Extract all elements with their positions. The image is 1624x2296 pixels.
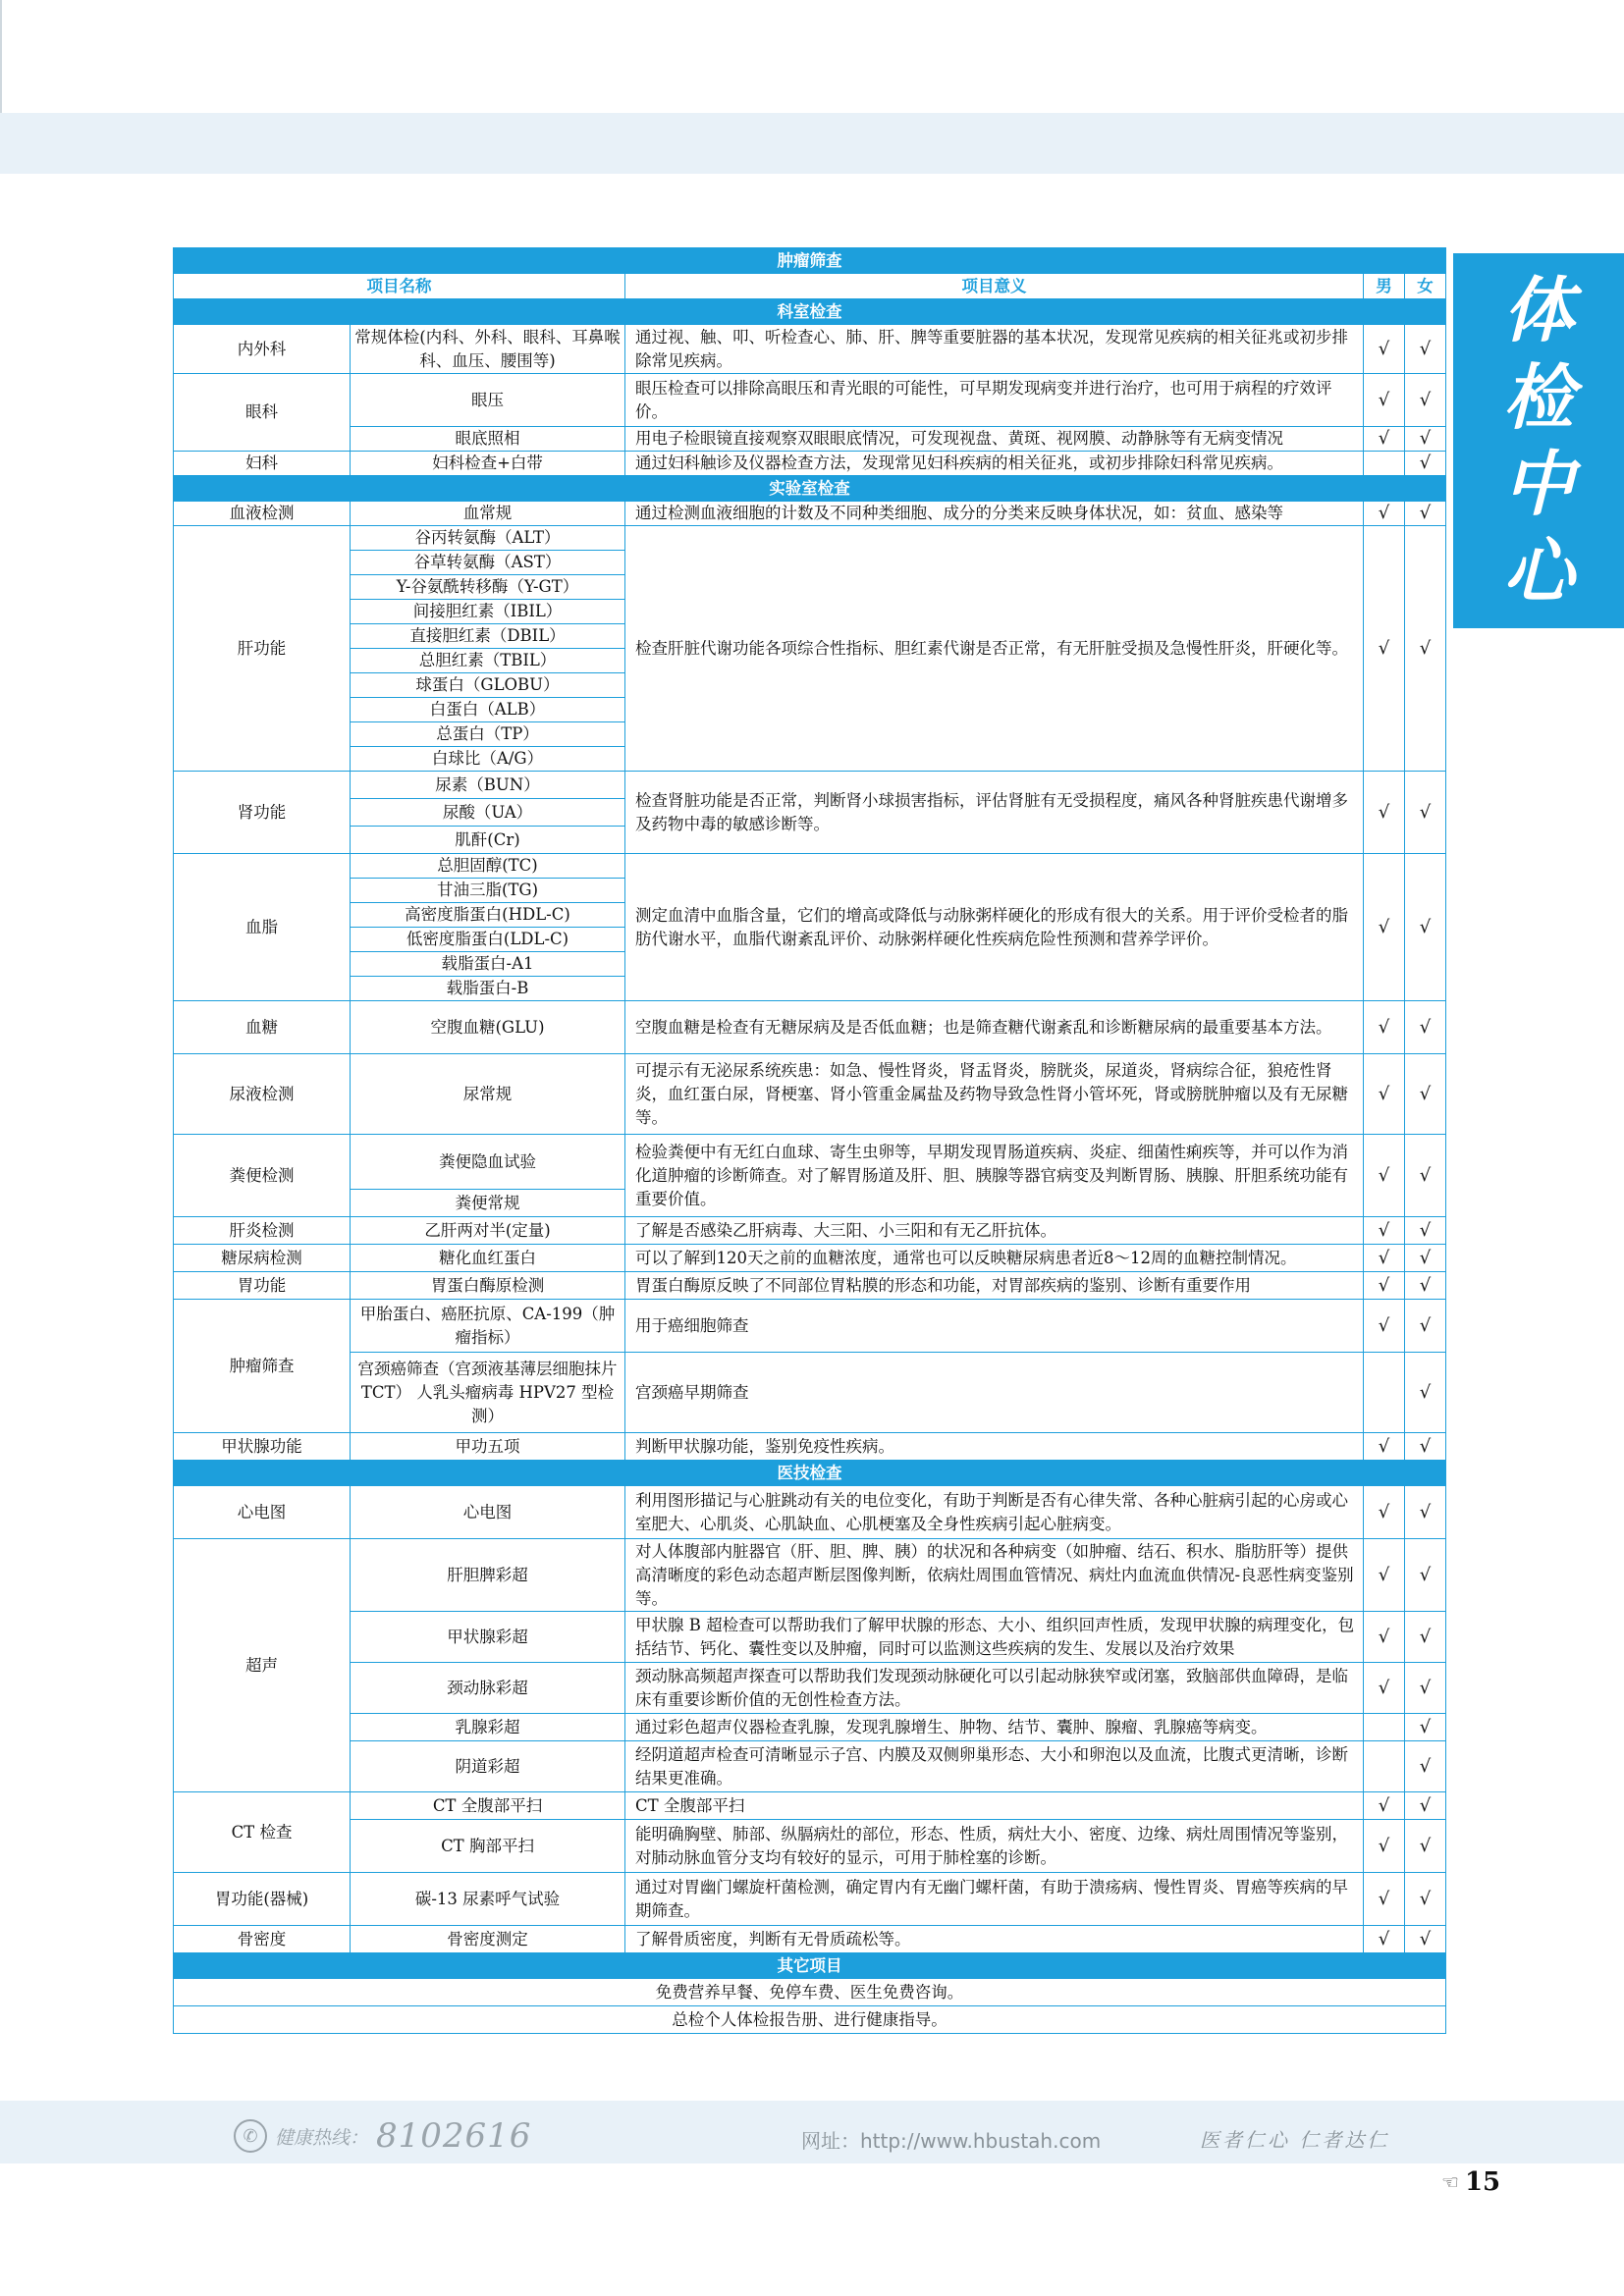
table-title: 肿瘤筛查: [174, 248, 1446, 274]
header-item-meaning: 项目意义: [625, 274, 1364, 299]
motto-text: 医者仁心 仁者达仁: [1200, 2128, 1390, 2152]
female-check: √: [1405, 1792, 1446, 1820]
female-check: √: [1405, 1820, 1446, 1873]
item-cell: 总胆红素（TBIL）: [351, 649, 625, 673]
male-check: √: [1364, 1792, 1405, 1820]
female-check: √: [1405, 526, 1446, 772]
male-check-empty: [1364, 1714, 1405, 1741]
item-cell: 常规体检(内科、外科、眼科、耳鼻喉科、血压、腰围等): [351, 325, 625, 374]
desc-cell: 对人体腹部内脏器官（肝、胆、脾、胰）的状况和各种病变（如肿瘤、结石、积水、脂肪肝等）提供高清晰度的彩色动态超声断层图像判断，依病灶周围血管情况、病灶内血流血供情况-良恶性病变鉴别等。: [625, 1539, 1364, 1612]
desc-cell: 经阴道超声检查可清晰显示子宫、内膜及双侧卵巢形态、大小和卵泡以及血流，比腹式更清晰，诊断结果更准确。: [625, 1741, 1364, 1792]
category-cell: 血糖: [174, 1001, 351, 1054]
desc-cell: 可以了解到120天之前的血糖浓度，通常也可以反映糖尿病患者近8～12周的血糖控制情况。: [625, 1245, 1364, 1272]
female-check: √: [1405, 1217, 1446, 1245]
desc-cell: 利用图形描记与心脏跳动有关的电位变化，有助于判断是否有心律失常、各种心脏病引起的心房或心室肥大、心肌炎、心肌缺血、心肌梗塞及全身性疾病引起心脏病变。: [625, 1486, 1364, 1539]
section-keshi: 科室检查: [174, 299, 1446, 325]
item-cell: 尿酸（UA）: [351, 799, 625, 827]
item-cell: 直接胆红素（DBIL）: [351, 624, 625, 649]
category-cell: 肿瘤筛查: [174, 1300, 351, 1433]
item-cell: 眼压: [351, 374, 625, 427]
category-cell: 超声: [174, 1539, 351, 1792]
item-cell: 载脂蛋白-B: [351, 977, 625, 1001]
category-cell: 妇科: [174, 452, 351, 476]
male-check: √: [1364, 1612, 1405, 1663]
item-cell: 糖化血红蛋白: [351, 1245, 625, 1272]
item-cell: 球蛋白（GLOBU）: [351, 673, 625, 698]
female-check: √: [1405, 1433, 1446, 1461]
item-cell: 总蛋白（TP）: [351, 722, 625, 747]
desc-cell: 用电子检眼镜直接观察双眼眼底情况，可发现视盘、黄斑、视网膜、动静脉等有无病变情况: [625, 427, 1364, 452]
desc-cell: 胃蛋白酶原反映了不同部位胃粘膜的形态和功能，对胃部疾病的鉴别、诊断有重要作用: [625, 1272, 1364, 1300]
left-edge-rule: [0, 0, 2, 113]
page-number-value: 15: [1464, 2167, 1501, 2197]
item-cell: 空腹血糖(GLU): [351, 1001, 625, 1054]
desc-cell: 通过彩色超声仪器检查乳腺，发现乳腺增生、肿物、结节、囊肿、腺瘤、乳腺癌等病变。: [625, 1714, 1364, 1741]
male-check: √: [1364, 1300, 1405, 1353]
male-check-empty: [1364, 1353, 1405, 1433]
category-cell: 糖尿病检测: [174, 1245, 351, 1272]
item-cell: 阴道彩超: [351, 1741, 625, 1792]
category-cell: 内外科: [174, 325, 351, 374]
female-check: √: [1405, 1741, 1446, 1792]
male-check: √: [1364, 1820, 1405, 1873]
desc-cell: 通过检测血液细胞的计数及不同种类细胞、成分的分类来反映身体状况，如：贫血、感染等: [625, 502, 1364, 526]
female-check: √: [1405, 854, 1446, 1001]
desc-cell: 甲状腺 B 超检查可以帮助我们了解甲状腺的形态、大小、组织回声性质，发现甲状腺的病理变化，包括结节、钙化、囊性变以及肿瘤，同时可以监测这些疾病的发生、发展以及治疗效果: [625, 1612, 1364, 1663]
male-check: √: [1364, 1926, 1405, 1953]
desc-cell: 测定血清中血脂含量，它们的增高或降低与动脉粥样硬化的形成有很大的关系。用于评价受检者的脂肪代谢水平，血脂代谢紊乱评价、动脉粥样硬化性疾病危险性预测和营养学评价。: [625, 854, 1364, 1001]
section-yiji: 医技检查: [174, 1461, 1446, 1486]
footer-line-2: 总检个人体检报告册、进行健康指导。: [174, 2006, 1446, 2034]
item-cell: 谷丙转氨酶（ALT）: [351, 526, 625, 551]
male-check: √: [1364, 1433, 1405, 1461]
male-check-empty: [1364, 452, 1405, 476]
item-cell: 白球比（A/G）: [351, 747, 625, 772]
item-cell: 颈动脉彩超: [351, 1663, 625, 1714]
item-cell: CT 胸部平扫: [351, 1820, 625, 1873]
male-check: √: [1364, 1486, 1405, 1539]
category-cell: 肝炎检测: [174, 1217, 351, 1245]
category-cell: 尿液检测: [174, 1054, 351, 1135]
male-check: √: [1364, 526, 1405, 772]
desc-cell: 了解骨质密度，判断有无骨质疏松等。: [625, 1926, 1364, 1953]
header-female: 女: [1405, 274, 1446, 299]
item-cell: 甲功五项: [351, 1433, 625, 1461]
female-check: √: [1405, 452, 1446, 476]
item-cell: 甲状腺彩超: [351, 1612, 625, 1663]
item-cell: 宫颈癌筛查（宫颈液基薄层细胞抹片 TCT） 人乳头瘤病毒 HPV27 型检测）: [351, 1353, 625, 1433]
desc-cell: 可提示有无泌尿系统疾患：如急、慢性肾炎，肾盂肾炎，膀胱炎，尿道炎，肾病综合征，狼疮性肾炎，血红蛋白尿，肾梗塞、肾小管重金属盐及药物导致急性肾小管坏死，肾或膀胱肿瘤以及有无尿糖等。: [625, 1054, 1364, 1135]
male-check: √: [1364, 1272, 1405, 1300]
female-check: √: [1405, 1272, 1446, 1300]
female-check: √: [1405, 1245, 1446, 1272]
item-cell: 心电图: [351, 1486, 625, 1539]
item-cell: 妇科检查+白带: [351, 452, 625, 476]
male-check: √: [1364, 1001, 1405, 1054]
desc-cell: 用于癌细胞筛查: [625, 1300, 1364, 1353]
website-text: 网址：http://www.hbustah.com: [801, 2129, 1102, 2153]
phone-icon: ✆: [234, 2119, 267, 2153]
category-cell: 肾功能: [174, 772, 351, 854]
item-cell: 甘油三脂(TG): [351, 879, 625, 903]
item-cell: 乙肝两对半(定量): [351, 1217, 625, 1245]
female-check: √: [1405, 1714, 1446, 1741]
item-cell: 碳-13 尿素呼气试验: [351, 1873, 625, 1926]
hotline-number: 8102616: [376, 2116, 532, 2156]
desc-cell: 通过妇科触诊及仪器检查方法，发现常见妇科疾病的相关征兆，或初步排除妇科常见疾病。: [625, 452, 1364, 476]
category-cell: 甲状腺功能: [174, 1433, 351, 1461]
male-check-empty: [1364, 1741, 1405, 1792]
desc-cell: 颈动脉高频超声探查可以帮助我们发现颈动脉硬化可以引起动脉狭窄或闭塞，致脑部供血障碍，是临床有重要诊断价值的无创性检查方法。: [625, 1663, 1364, 1714]
item-cell: 尿常规: [351, 1054, 625, 1135]
male-check: √: [1364, 374, 1405, 427]
category-cell: 心电图: [174, 1486, 351, 1539]
desc-cell: 检验粪便中有无红白血球、寄生虫卵等，早期发现胃肠道疾病、炎症、细菌性痢疾等，并可以作为消化道肿瘤的诊断筛查。对了解胃肠道及肝、胆、胰腺等器官病变及判断胃肠、胰腺、肝胆系统功能有重要价值。: [625, 1135, 1364, 1217]
category-cell: 血液检测: [174, 502, 351, 526]
female-check: √: [1405, 1001, 1446, 1054]
item-cell: 肌酐(Cr): [351, 827, 625, 854]
footer-line-1: 免费营养早餐、免停车费、医生免费咨询。: [174, 1979, 1446, 2006]
item-cell: 眼底照相: [351, 427, 625, 452]
item-cell: Y-谷氨酰转移酶（Y-GT）: [351, 575, 625, 600]
desc-cell: CT 全腹部平扫: [625, 1792, 1364, 1820]
item-cell: 间接胆红素（IBIL）: [351, 600, 625, 624]
female-check: √: [1405, 772, 1446, 854]
item-cell: 粪便隐血试验: [351, 1135, 625, 1190]
section-shiyanshi: 实验室检查: [174, 476, 1446, 502]
desc-cell: 能明确胸壁、肺部、纵膈病灶的部位，形态、性质，病灶大小、密度、边缘、病灶周围情况等鉴别，对肺动脉血管分支均有较好的显示，可用于肺栓塞的诊断。: [625, 1820, 1364, 1873]
item-cell: 乳腺彩超: [351, 1714, 625, 1741]
item-cell: 血常规: [351, 502, 625, 526]
male-check: √: [1364, 854, 1405, 1001]
category-cell: 肝功能: [174, 526, 351, 772]
item-cell: 高密度脂蛋白(HDL-C): [351, 903, 625, 928]
item-cell: 尿素（BUN）: [351, 772, 625, 799]
male-check: √: [1364, 772, 1405, 854]
header-male: 男: [1364, 274, 1405, 299]
female-check: √: [1405, 1486, 1446, 1539]
side-tab-char: 体: [1502, 268, 1574, 352]
side-tab-char: 中: [1502, 442, 1574, 526]
female-check: √: [1405, 1873, 1446, 1926]
desc-cell: 通过视、触、叩、听检查心、肺、肝、脾等重要脏器的基本状况，发现常见疾病的相关征兆或初步排除常见疾病。: [625, 325, 1364, 374]
pointing-hand-icon: ☜: [1441, 2170, 1459, 2194]
item-cell: 谷草转氨酶（AST）: [351, 551, 625, 575]
desc-cell: 了解是否感染乙肝病毒、大三阳、小三阳和有无乙肝抗体。: [625, 1217, 1364, 1245]
male-check: √: [1364, 502, 1405, 526]
female-check: √: [1405, 1135, 1446, 1217]
male-check: √: [1364, 1539, 1405, 1612]
side-tab-char: 心: [1502, 528, 1574, 613]
item-cell: 粪便常规: [351, 1190, 625, 1217]
hotline: [234, 2116, 531, 2156]
male-check: √: [1364, 1054, 1405, 1135]
female-check: √: [1405, 1054, 1446, 1135]
item-cell: 载脂蛋白-A1: [351, 952, 625, 977]
item-cell: 低密度脂蛋白(LDL-C): [351, 928, 625, 952]
side-tab: [1453, 253, 1624, 628]
desc-cell: 空腹血糖是检查有无糖尿病及是否低血糖；也是筛查糖代谢紊乱和诊断糖尿病的最重要基本方法。: [625, 1001, 1364, 1054]
female-check: √: [1405, 374, 1446, 427]
female-check: √: [1405, 1926, 1446, 1953]
side-tab-char: 检: [1502, 354, 1574, 439]
male-check: √: [1364, 1135, 1405, 1217]
category-cell: 粪便检测: [174, 1135, 351, 1217]
category-cell: 骨密度: [174, 1926, 351, 1953]
desc-cell: 检查肝脏代谢功能各项综合性指标、胆红素代谢是否正常，有无肝脏受损及急慢性肝炎，肝硬化等。: [625, 526, 1364, 772]
item-cell: 甲胎蛋白、癌胚抗原、CA-199（肿瘤指标）: [351, 1300, 625, 1353]
male-check: √: [1364, 1245, 1405, 1272]
male-check: √: [1364, 1873, 1405, 1926]
category-cell: 眼科: [174, 374, 351, 452]
desc-cell: 通过对胃幽门螺旋杆菌检测，确定胃内有无幽门螺杆菌，有助于溃疡病、慢性胃炎、胃癌等疾病的早期筛查。: [625, 1873, 1364, 1926]
item-cell: 白蛋白（ALB）: [351, 698, 625, 722]
female-check: √: [1405, 1663, 1446, 1714]
category-cell: CT 检查: [174, 1792, 351, 1873]
male-check: √: [1364, 325, 1405, 374]
section-qita: 其它项目: [174, 1953, 1446, 1979]
female-check: √: [1405, 502, 1446, 526]
hotline-label: 健康热线：: [275, 2126, 369, 2149]
female-check: √: [1405, 427, 1446, 452]
category-cell: 胃功能(器械): [174, 1873, 351, 1926]
male-check: √: [1364, 1217, 1405, 1245]
female-check: √: [1405, 1300, 1446, 1353]
header-item-name: 项目名称: [174, 274, 625, 299]
item-cell: 骨密度测定: [351, 1926, 625, 1953]
exam-table: [173, 247, 1446, 2034]
item-cell: CT 全腹部平扫: [351, 1792, 625, 1820]
item-cell: 胃蛋白酶原检测: [351, 1272, 625, 1300]
category-cell: 胃功能: [174, 1272, 351, 1300]
exam-table-wrapper: [173, 247, 1445, 2034]
male-check: √: [1364, 1663, 1405, 1714]
desc-cell: 判断甲状腺功能，鉴别免疫性疾病。: [625, 1433, 1364, 1461]
desc-cell: 宫颈癌早期筛查: [625, 1353, 1364, 1433]
female-check: √: [1405, 1539, 1446, 1612]
female-check: √: [1405, 1612, 1446, 1663]
female-check: √: [1405, 325, 1446, 374]
page-number: [1441, 2167, 1500, 2197]
desc-cell: 眼压检查可以排除高眼压和青光眼的可能性，可早期发现病变并进行治疗，也可用于病程的疗效评价。: [625, 374, 1364, 427]
desc-cell: 检查肾脏功能是否正常，判断肾小球损害指标，评估肾脏有无受损程度，痛风各种肾脏疾患代谢增多及药物中毒的敏感诊断等。: [625, 772, 1364, 854]
male-check: √: [1364, 427, 1405, 452]
female-check: √: [1405, 1353, 1446, 1433]
item-cell: 肝胆脾彩超: [351, 1539, 625, 1612]
category-cell: 血脂: [174, 854, 351, 1001]
header-band: [0, 113, 1624, 174]
item-cell: 总胆固醇(TC): [351, 854, 625, 879]
